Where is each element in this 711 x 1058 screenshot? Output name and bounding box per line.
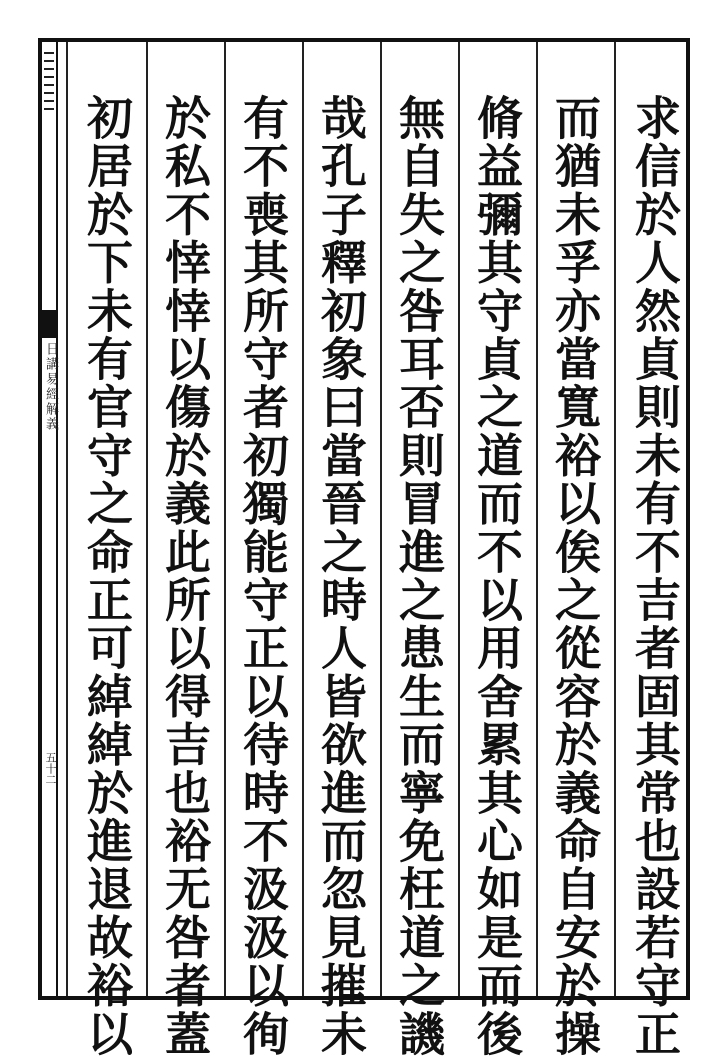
text-column bbox=[146, 42, 222, 1058]
column-text: 脩益彌其守貞之道而不以用舍累其心如是而後 bbox=[470, 94, 524, 1058]
column-text: 哉孔子釋初象曰當晉之時人皆欲進而忽見摧未 bbox=[314, 94, 368, 1058]
text-column bbox=[302, 42, 378, 1058]
text-column bbox=[66, 42, 146, 1058]
text-area bbox=[58, 42, 686, 1058]
page-frame bbox=[38, 38, 690, 1058]
text-column bbox=[614, 42, 694, 1058]
book-title: 日講易經解義 bbox=[43, 342, 58, 432]
column-text: 初居於下未有官守之命正可綽綽於進退故裕以 bbox=[80, 94, 134, 1058]
text-column bbox=[380, 42, 456, 1058]
column-text: 而猶未孚亦當寬裕以俟之從容於義命自安於操 bbox=[548, 94, 602, 1058]
column-text: 有不喪其所守者初獨能守正以待時不汲汲以徇 bbox=[236, 94, 290, 1058]
column-text: 求信於人然貞則未有不吉者固其常也設若守正 bbox=[628, 94, 682, 1058]
text-column bbox=[458, 42, 534, 1058]
page-number: 五十二 bbox=[44, 752, 57, 785]
column-text: 於私不悻悻以傷於義此所以得吉也裕无咎者蓋 bbox=[158, 94, 212, 1058]
folio-top-marks bbox=[42, 52, 56, 307]
column-text: 無自失之咎耳否則冒進之患生而寧免枉道之譏 bbox=[392, 94, 446, 1058]
fishtail-mark bbox=[42, 310, 56, 338]
folio-margin bbox=[42, 42, 58, 996]
text-column bbox=[224, 42, 300, 1058]
text-column bbox=[536, 42, 612, 1058]
